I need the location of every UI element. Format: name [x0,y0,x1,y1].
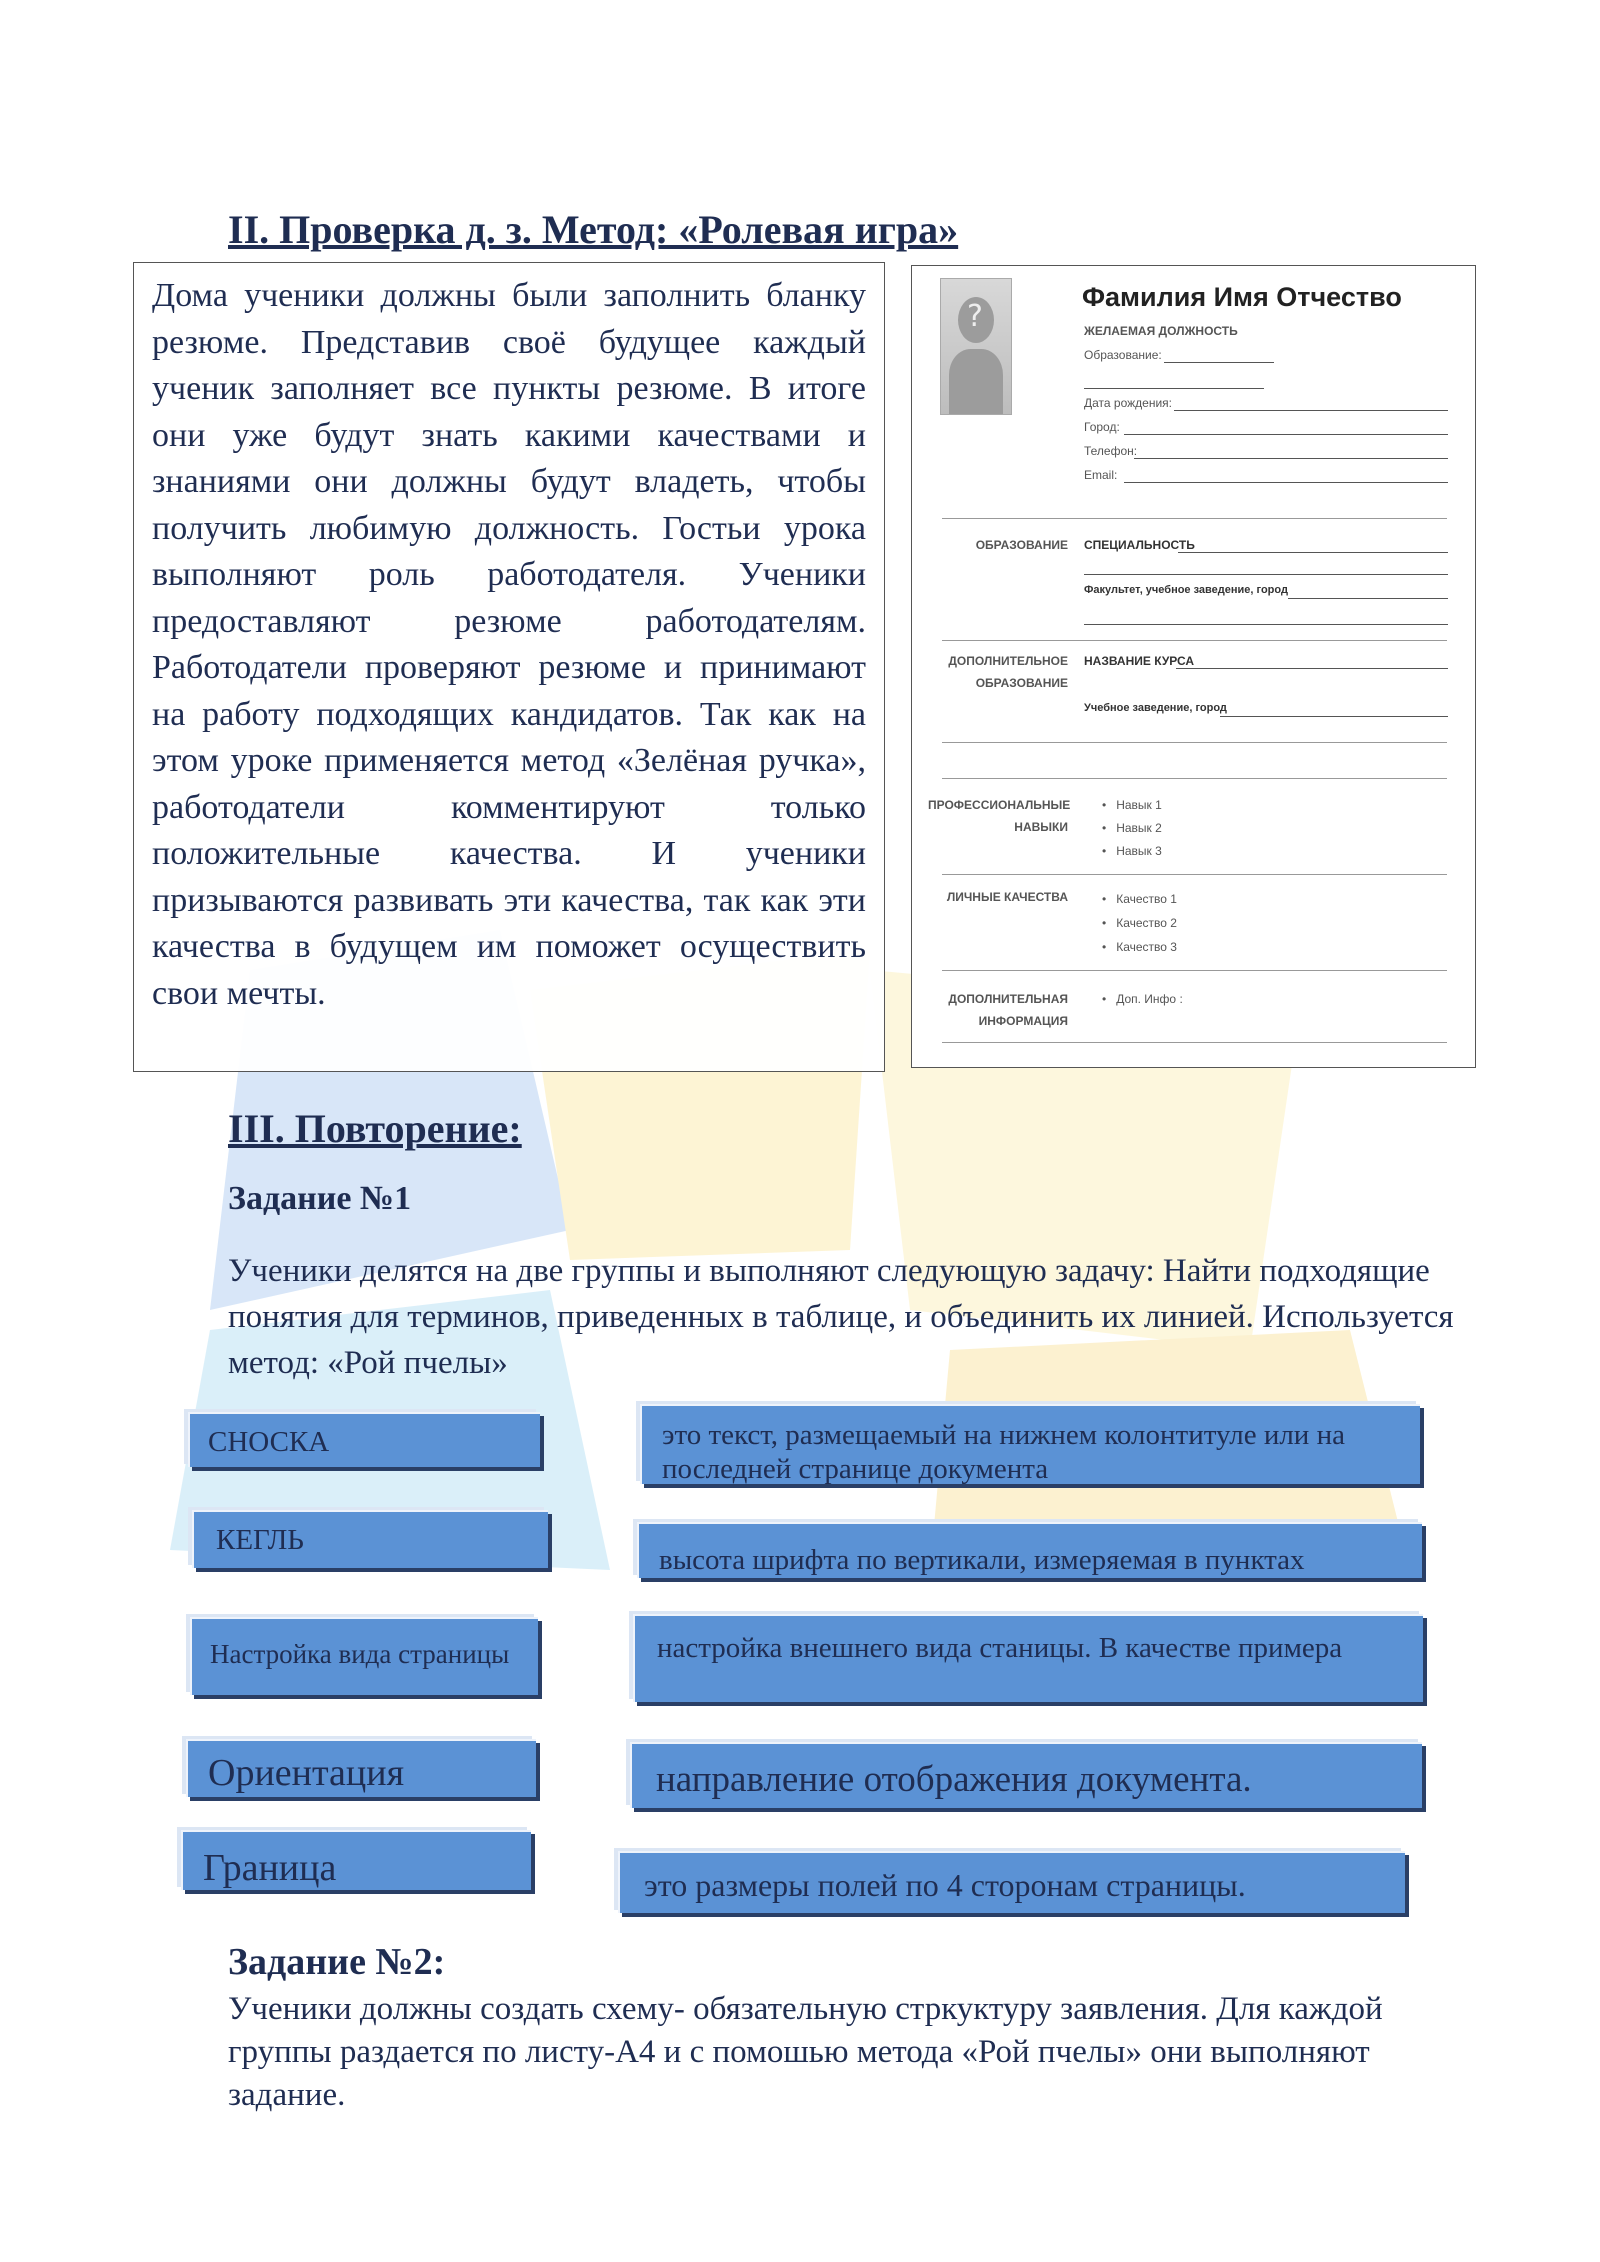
resume-quality-item: • Качество 3 [1102,940,1177,954]
resume-line [1178,552,1448,553]
definition-card: настройка внешнего вида станицы. В качестве примера [633,1614,1423,1702]
homework-description: Дома ученики должны были заполнить бланку резюме. Представив своё будущее каждый ученик заполняет все пункты резюме. В итоге они уже будут знать какими качествами и знаниями они должны будут владеть, чтобы получить любимую должность. Гостьи урока выполняют роль работодателя. Ученики предоставляют резюме работодателям. Работодатели проверяют резюме и принимают на работу подходящих кандидатов. Так как на этом уроке применяется метод «Зелёная ручка», работодатели комментируют только положительные качества. И ученики призываются развивать эти качества, так как эти качества в будущем им поможет осуществить свои мечты. [152,277,866,1012]
resume-line [1220,716,1448,717]
resume-skill-item: • Навык 2 [1102,821,1162,835]
resume-section-skills-2: НАВЫКИ [1014,820,1068,834]
resume-name: Фамилия Имя Отчество [1082,282,1402,312]
resume-section-info-2: ИНФОРМАЦИЯ [978,1014,1068,1028]
homework-text-box [133,262,885,1072]
resume-line [1124,482,1448,483]
resume-institution: Учебное заведение, город [1084,702,1227,714]
resume-skill-item: • Навык 1 [1102,798,1162,812]
resume-position: ЖЕЛАЕМАЯ ДОЛЖНОСТЬ [1084,324,1238,338]
resume-info-item: • Доп. Инфо : [1102,992,1183,1006]
resume-quality-item: • Качество 2 [1102,916,1177,930]
photo-placeholder-icon: ? [940,278,1012,415]
section-heading: III. Повторение: [228,1106,522,1151]
resume-faculty: Факультет, учебное заведение, город [1084,584,1288,596]
resume-email-label: Email: [1084,468,1118,482]
resume-section-skills-1: ПРОФЕССИОНАЛЬНЫЕ [928,798,1071,812]
resume-course-name: НАЗВАНИЕ КУРСА [1084,654,1195,668]
definition-card: это размеры полей по 4 сторонам страницы. [618,1851,1405,1913]
task-title: Задание №1 [228,1180,412,1217]
resume-specialty: СПЕЦИАЛЬНОСТЬ [1084,538,1195,552]
resume-phone-label: Телефон: [1084,444,1138,458]
term-card: Настройка вида страницы [190,1617,538,1695]
definition-card: высота шрифта по вертикали, измеряемая в пунктах [637,1522,1422,1578]
resume-line [1124,434,1448,435]
resume-separator [942,778,1447,779]
resume-separator [942,518,1447,519]
term-card: СНОСКА [188,1412,540,1467]
resume-city-label: Город: [1084,420,1120,434]
resume-section-additional-education-2: ОБРАЗОВАНИЕ [975,676,1068,690]
resume-line [1084,624,1448,625]
task-description: Ученики должны создать схему- обязательную стркуктуру заявления. Для каждой группы раздается по листу-А4 и с помошью метода «Рой пчелы» они выполняют задание. [228,1991,1383,2113]
resume-line [1288,598,1448,599]
resume-separator [942,874,1447,875]
term-card: Ориентация [186,1739,536,1797]
resume-line [1174,410,1448,411]
resume-education-label: Образование: [1084,348,1162,362]
resume-birth-label: Дата рождения: [1084,396,1172,410]
definition-card: направление отображения документа. [630,1742,1422,1808]
task-title: Задание №2: [228,1941,446,1983]
resume-separator [942,640,1447,641]
resume-line [1134,458,1448,459]
resume-separator [942,1042,1447,1043]
resume-line [1164,362,1274,363]
resume-line [1084,574,1448,575]
resume-line [1176,668,1448,669]
resume-skill-item: • Навык 3 [1102,844,1162,858]
resume-section-info-1: ДОПОЛНИТЕЛЬНАЯ [948,992,1068,1006]
section-heading: II. Проверка д. з. Метод: «Ролевая игра» [228,207,959,252]
resume-template-image [911,265,1476,1068]
resume-section-education: ОБРАЗОВАНИЕ [975,538,1068,552]
resume-separator [942,970,1447,971]
resume-quality-item: • Качество 1 [1102,892,1177,906]
term-card: Граница [181,1830,531,1890]
definition-card: это текст, размещаемый на нижнем колонтитуле или на последней странице документа [640,1404,1420,1484]
resume-section-qualities: ЛИЧНЫЕ КАЧЕСТВА [946,890,1068,904]
resume-section-additional-education-1: ДОПОЛНИТЕЛЬНОЕ [948,654,1068,668]
term-card: КЕГЛЬ [192,1510,548,1568]
resume-separator [942,742,1447,743]
resume-line [1084,388,1264,389]
task-description: Ученики делятся на две группы и выполняют следующую задачу: Найти подходящие понятия для терминов, приведенных в таблице, и объединить их линией. Используется метод: «Рой пчелы» [228,1253,1454,1381]
